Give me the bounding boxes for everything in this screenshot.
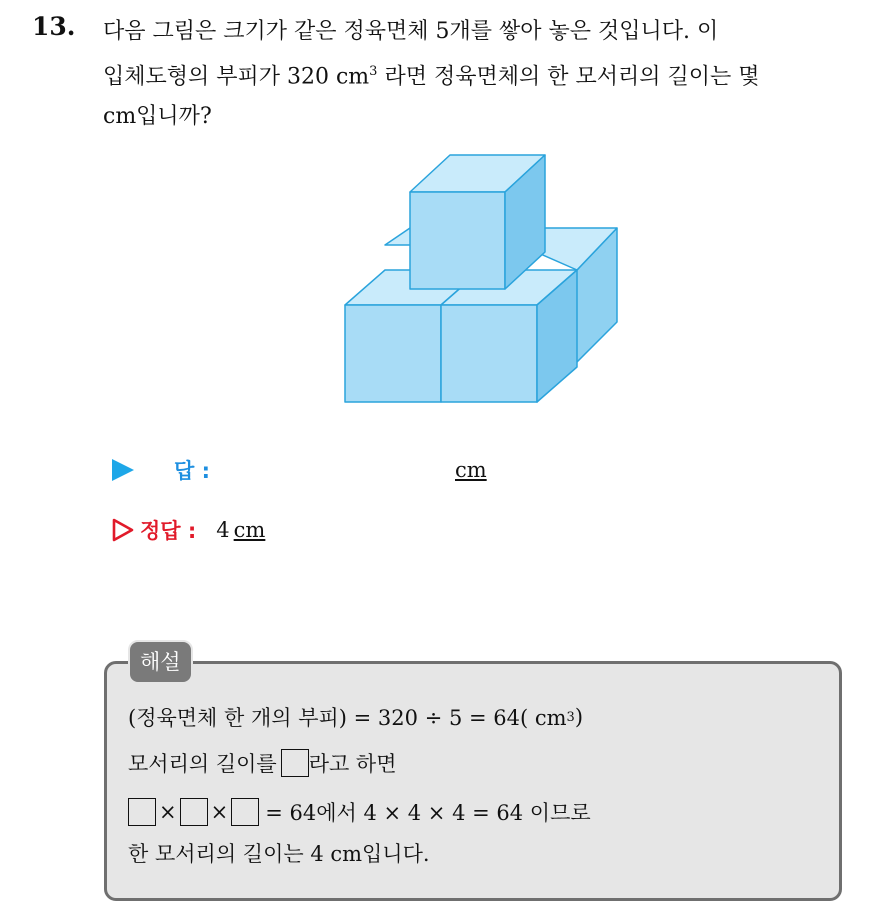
explanation-line-4: 한 모서리의 길이는 4 cm입니다. <box>128 842 430 866</box>
correct-answer-row <box>112 515 265 545</box>
answer-row <box>112 455 210 485</box>
question-text <box>103 12 863 137</box>
play-triangle-icon <box>112 459 134 481</box>
explanation-tab: 해설 <box>128 640 193 684</box>
top-cube-face <box>410 192 505 289</box>
correct-answer-value: 4 cm <box>216 518 266 542</box>
front-cube-face-right <box>441 305 537 402</box>
answer-unit: cm <box>455 458 487 482</box>
question-line-1: 다음 그림은 크기가 같은 정육면체 5개를 쌓아 놓은 것입니다. 이 <box>103 19 719 44</box>
explanation-line-3: × × = 64에서 4 × 4 × 4 = 64 이므로 <box>128 797 591 827</box>
stacked-cubes-figure <box>335 150 625 410</box>
question-line-3: cm입니까? <box>103 104 212 130</box>
explanation-line-1: (정육면체 한 개의 부피) = 320 ÷ 5 = 64( cm 3 ) <box>128 705 584 730</box>
answer-label: 답 : <box>174 459 210 483</box>
blank-square <box>180 798 208 826</box>
outline-triangle-icon <box>112 518 134 542</box>
blank-square <box>281 749 309 777</box>
correct-answer-label: 정답 : <box>140 519 197 543</box>
blank-square <box>231 798 259 826</box>
question-number: 13. <box>32 12 76 41</box>
explanation-line-2: 모서리의 길이를 라고 하면 <box>128 748 397 778</box>
question-line-2: 입체도형의 부피가 320 $cm^3$ 라면 정육면체의 한 모서리의 길이는 몇 <box>103 64 760 90</box>
front-cube-face-left <box>345 305 441 402</box>
blank-square <box>128 798 156 826</box>
